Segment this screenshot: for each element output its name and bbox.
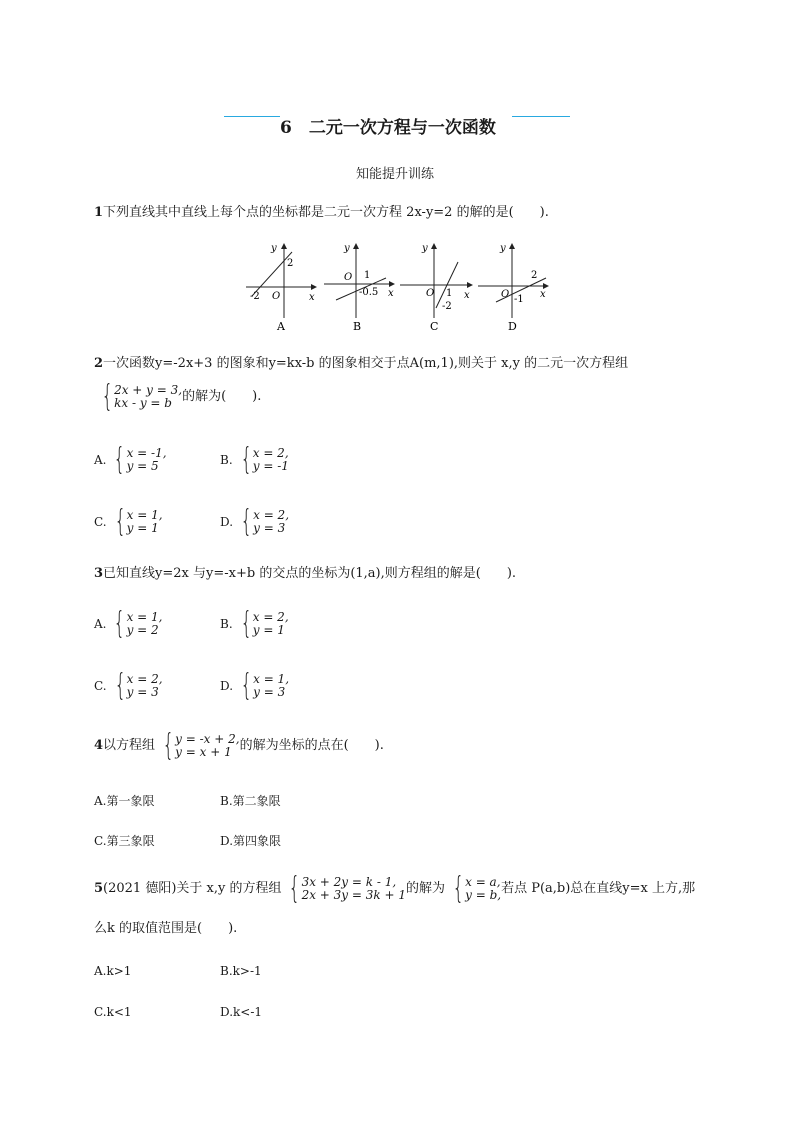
- equation: x = 1,: [126, 610, 163, 624]
- q5-option-d[interactable]: [220, 1005, 262, 1019]
- option-label: B.: [220, 617, 233, 631]
- brace-icon: {: [240, 442, 252, 477]
- q5-option-c[interactable]: [94, 1005, 132, 1019]
- origin-label: O: [501, 289, 510, 300]
- option-label: D.: [220, 1005, 234, 1019]
- brace-icon: {: [101, 379, 114, 414]
- question-5-line2: 么k 的取值范围是( ).: [94, 921, 238, 936]
- brace-icon: {: [240, 668, 253, 703]
- q4-option-a[interactable]: [94, 792, 155, 809]
- question-5: [94, 871, 696, 906]
- option-label: C.: [94, 1005, 107, 1019]
- brace-icon: {: [240, 504, 253, 539]
- equation: x = 1,: [253, 672, 290, 686]
- option-label: B.: [220, 964, 233, 978]
- q3-option-a[interactable]: [94, 606, 163, 641]
- q1-graph-b: [322, 240, 398, 340]
- equation: 2x + 3y = 3k + 1: [301, 888, 406, 902]
- brace-icon: {: [114, 668, 126, 703]
- question-lead: 以方程组: [103, 738, 156, 753]
- question-number: 5: [94, 881, 104, 896]
- q5-option-a[interactable]: [94, 964, 131, 978]
- option-text: 第二象限: [232, 794, 281, 808]
- axis-x-label: x: [388, 288, 394, 299]
- brace-icon: {: [452, 871, 465, 906]
- option-label: D.: [220, 679, 234, 693]
- equation: y = 1: [126, 521, 159, 535]
- q1-graph-d: [476, 240, 552, 340]
- brace-icon: {: [114, 504, 126, 539]
- equation: y = b,: [465, 888, 502, 902]
- equation: y = -x + 2,: [175, 732, 240, 746]
- graph-letter: B: [353, 320, 362, 333]
- q2-option-c[interactable]: [94, 504, 163, 539]
- tick-label: -0.5: [359, 287, 379, 298]
- tick-label: 1: [446, 288, 453, 299]
- title-rule-right: [512, 116, 570, 117]
- equation-system: [94, 379, 183, 414]
- q2-option-d[interactable]: [220, 504, 290, 539]
- equation: 3x + 2y = k - 1,: [301, 875, 397, 889]
- equation: x = 1,: [126, 508, 163, 522]
- equation: 2x + y = 3,: [114, 383, 183, 397]
- equation: x = 2,: [252, 446, 289, 460]
- q2-option-a[interactable]: [94, 442, 167, 477]
- option-label: B.: [220, 793, 233, 808]
- question-text: 一次函数y=-2x+3 的图象和y=kx-b 的图象相交于点A(m,1),则关于 x,y 的二元一次方程组: [103, 356, 629, 371]
- q4-option-b[interactable]: [220, 792, 281, 809]
- axis-y-label: y: [500, 243, 506, 254]
- brace-icon: {: [289, 871, 301, 906]
- axis-x-label: x: [309, 292, 315, 303]
- question-number: 4: [94, 738, 104, 753]
- brace-icon: {: [114, 606, 126, 641]
- question-number: 2: [94, 356, 104, 371]
- q4-option-d[interactable]: [220, 832, 281, 849]
- option-label: A.: [94, 617, 107, 631]
- option-text: 第一象限: [106, 794, 155, 808]
- equation: y = 2: [126, 623, 159, 637]
- equation: x = 2,: [126, 672, 163, 686]
- equation: y = -1: [252, 459, 289, 473]
- question-tail: 若点 P(a,b)总在直线y=x 上方,那: [501, 881, 696, 896]
- equation: y = x + 1: [175, 745, 232, 759]
- equation-system: [281, 871, 406, 906]
- tick-label: -2: [250, 291, 260, 302]
- page-title: 6 二元一次方程与一次函数: [280, 118, 496, 138]
- axis-y-label: y: [271, 243, 277, 254]
- option-text: 第四象限: [233, 834, 282, 848]
- title-rule-left: [224, 116, 280, 117]
- q1-graph-a: [244, 240, 320, 340]
- option-label: A.: [94, 453, 107, 467]
- option-label: D.: [220, 833, 234, 848]
- option-text: 第三象限: [106, 834, 155, 848]
- equation: y = 5: [126, 459, 159, 473]
- option-text: k<-1: [233, 1005, 263, 1019]
- equation: y = 1: [252, 623, 285, 637]
- option-text: k<1: [106, 1005, 132, 1019]
- question-text: 下列直线其中直线上每个点的坐标都是二元一次方程 2x-y=2 的解的是( ).: [103, 205, 549, 220]
- question-2-system: [94, 379, 262, 414]
- question-4: [94, 728, 384, 763]
- axis-x-label: x: [540, 289, 546, 300]
- question-3: [94, 566, 516, 582]
- option-label: C.: [94, 515, 107, 529]
- equation-system: [155, 728, 240, 763]
- axis-y-label: y: [422, 243, 428, 254]
- tick-label: -2: [442, 301, 452, 312]
- option-text: k>-1: [232, 964, 262, 978]
- equation: y = 3: [126, 685, 159, 699]
- option-text: k>1: [106, 964, 132, 978]
- brace-icon: {: [240, 606, 252, 641]
- option-label: C.: [94, 833, 107, 848]
- option-label: B.: [220, 453, 233, 467]
- option-label: A.: [94, 964, 107, 978]
- equation-system-2: [445, 871, 502, 906]
- equation: kx - y = b: [114, 396, 172, 410]
- question-mid: 的解为: [406, 881, 446, 896]
- question-text: 已知直线y=2x 与y=-x+b 的交点的坐标为(1,a),则方程组的解是( ).: [103, 566, 517, 581]
- tick-label: 2: [531, 270, 538, 281]
- question-tail: 的解为坐标的点在( ).: [239, 738, 384, 753]
- question-1: [94, 205, 549, 221]
- origin-label: O: [272, 291, 281, 302]
- option-label: C.: [94, 679, 107, 693]
- tick-label: -1: [514, 294, 524, 305]
- equation: x = 2,: [252, 610, 289, 624]
- option-label: A.: [94, 793, 107, 808]
- q4-option-c[interactable]: [94, 832, 155, 849]
- equation: x = a,: [465, 875, 501, 889]
- question-number: 3: [94, 566, 104, 581]
- origin-label: O: [426, 288, 435, 299]
- question-lead: (2021 德阳)关于 x,y 的方程组: [103, 881, 282, 896]
- equation: y = 3: [253, 521, 286, 535]
- q3-option-c[interactable]: [94, 668, 163, 703]
- brace-icon: {: [114, 442, 126, 477]
- q3-option-d[interactable]: [220, 668, 290, 703]
- graph-letter: C: [430, 320, 439, 333]
- question-2: [94, 356, 628, 372]
- question-tail: 的解为( ).: [182, 389, 262, 404]
- option-label: D.: [220, 515, 234, 529]
- graph-letter: A: [277, 320, 285, 333]
- q1-graph-c: [398, 240, 474, 340]
- q3-option-b[interactable]: [220, 606, 289, 641]
- q5-option-b[interactable]: [220, 964, 262, 978]
- axis-y-label: y: [344, 243, 350, 254]
- equation: x = -1,: [126, 446, 167, 460]
- equation: x = 2,: [253, 508, 290, 522]
- equation: y = 3: [253, 685, 286, 699]
- axis-x-label: x: [464, 290, 470, 301]
- graph-letter: D: [508, 320, 517, 333]
- section-subtitle: 知能提升训练: [356, 167, 435, 182]
- q2-option-b[interactable]: [220, 442, 289, 477]
- brace-icon: {: [162, 728, 175, 763]
- origin-label: O: [344, 272, 353, 283]
- question-number: 1: [94, 205, 104, 220]
- tick-label: 2: [287, 258, 294, 269]
- tick-label: 1: [364, 270, 371, 281]
